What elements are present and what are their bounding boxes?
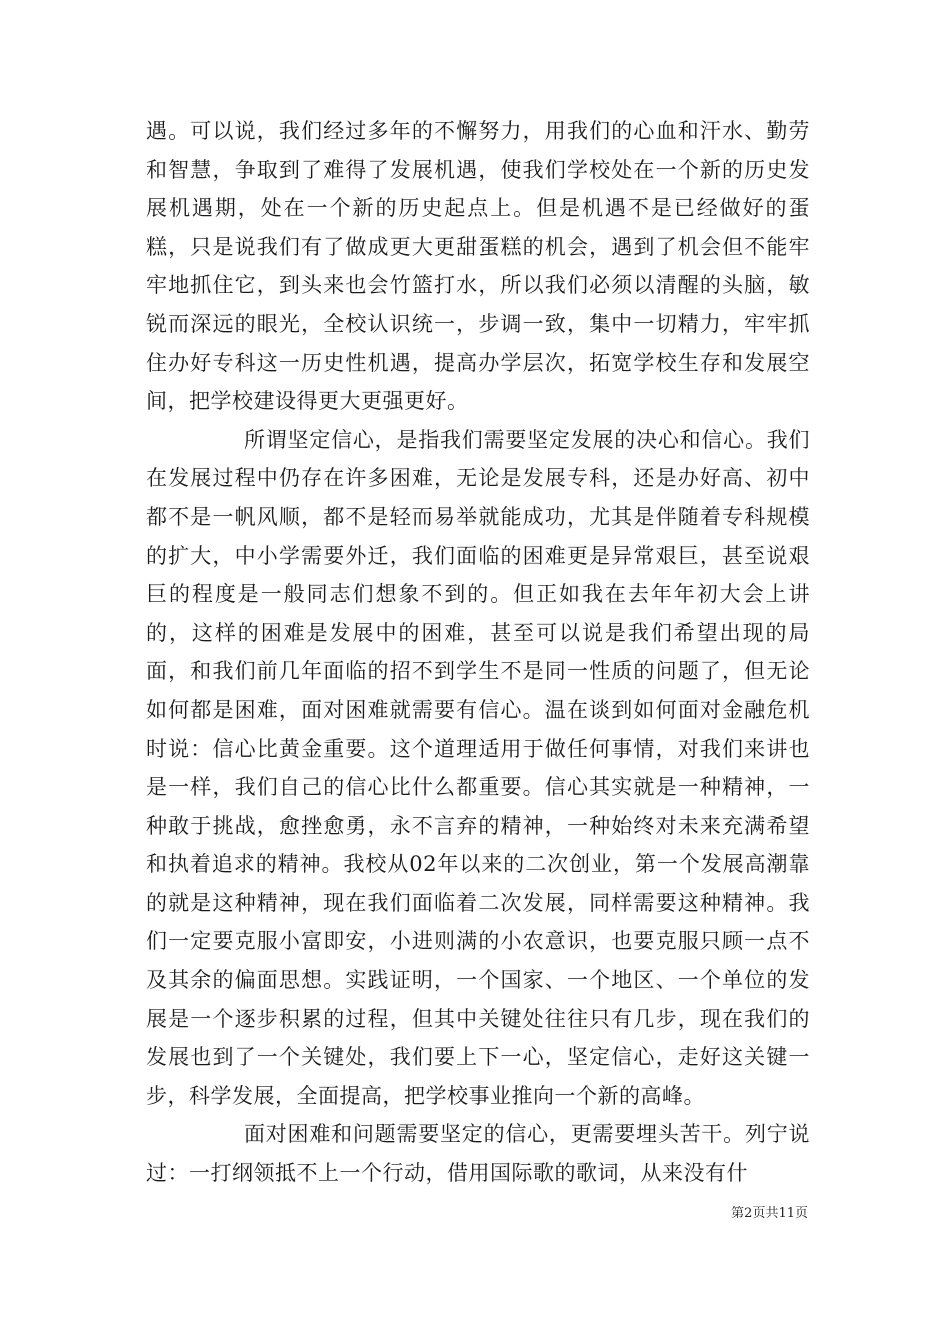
page-number-footer: 第2页共11页 <box>731 1206 808 1221</box>
paragraph-3: 面对困难和问题需要坚定的信心，更需要埋头苦干。列宁说过：一打纲领抵不上一个行动，借用国际歌的歌词，从来没有什 <box>146 1122 810 1186</box>
paragraph-1: 遇。可以说，我们经过多年的不懈努力，用我们的心血和汗水、勤劳和智慧，争取到了难得了发展机遇，使我们学校处在一个新的历史发展机遇期，处在一个新的历史起点上。但是机遇不是已经做好的蛋糕，只是说我们有了做成更大更甜蛋糕的机会，遇到了机会但不能牢牢地抓住它，到头来也会竹篮打水，所以我们必须以清醒的头脑，敏锐而深远的眼光，全校认识统一，步调一致，集中一切精力，牢牢抓住办好专科这一历史性机遇，提高办学层次，拓宽学校生存和发展空间，把学校建设得更大更强更好。 <box>146 119 810 414</box>
paragraph-2: 所谓坚定信心，是指我们需要坚定发展的决心和信心。我们在发展过程中仍存在许多困难，无论是发展专科，还是办好高、初中都不是一帆风顺，都不是轻而易举就能成功，尤其是伴随着专科规模的扩大，中小学需要外迁，我们面临的困难更是异常艰巨，甚至说艰巨的程度是一般同志们想象不到的。但正如我在去年年初大会上讲的，这样的困难是发展中的困难，甚至可以说是我们希望出现的局面，和我们前几年面临的招不到学生不是同一性质的问题了，但无论如何都是困难，面对困难就需要有信心。温在谈到如何面对金融危机时说：信心比黄金重要。这个道理适用于做任何事情，对我们来讲也是一样，我们自己的信心比什么都重要。信心其实就是一种精神，一种敢于挑战，愈挫愈勇，永不言弃的精神，一种始终对未来充满希望和执着追求的精神。我校从02年以来的二次创业，第一个发展高潮靠的就是这种精神，现在我们面临着二次发展，同样需要这种精神。我们一定要克服小富即安，小进则满的小农意识，也要克服只顾一点不及其余的偏面思想。实践证明，一个国家、一个地区、一个单位的发展是一个逐步积累的过程，但其中关键处往往只有几步，现在我们的发展也到了一个关键处，我们要上下一心，坚定信心，走好这关键一步，科学发展，全面提高，把学校事业推向一个新的高峰。 <box>146 427 810 1108</box>
document-body <box>146 112 810 1193</box>
